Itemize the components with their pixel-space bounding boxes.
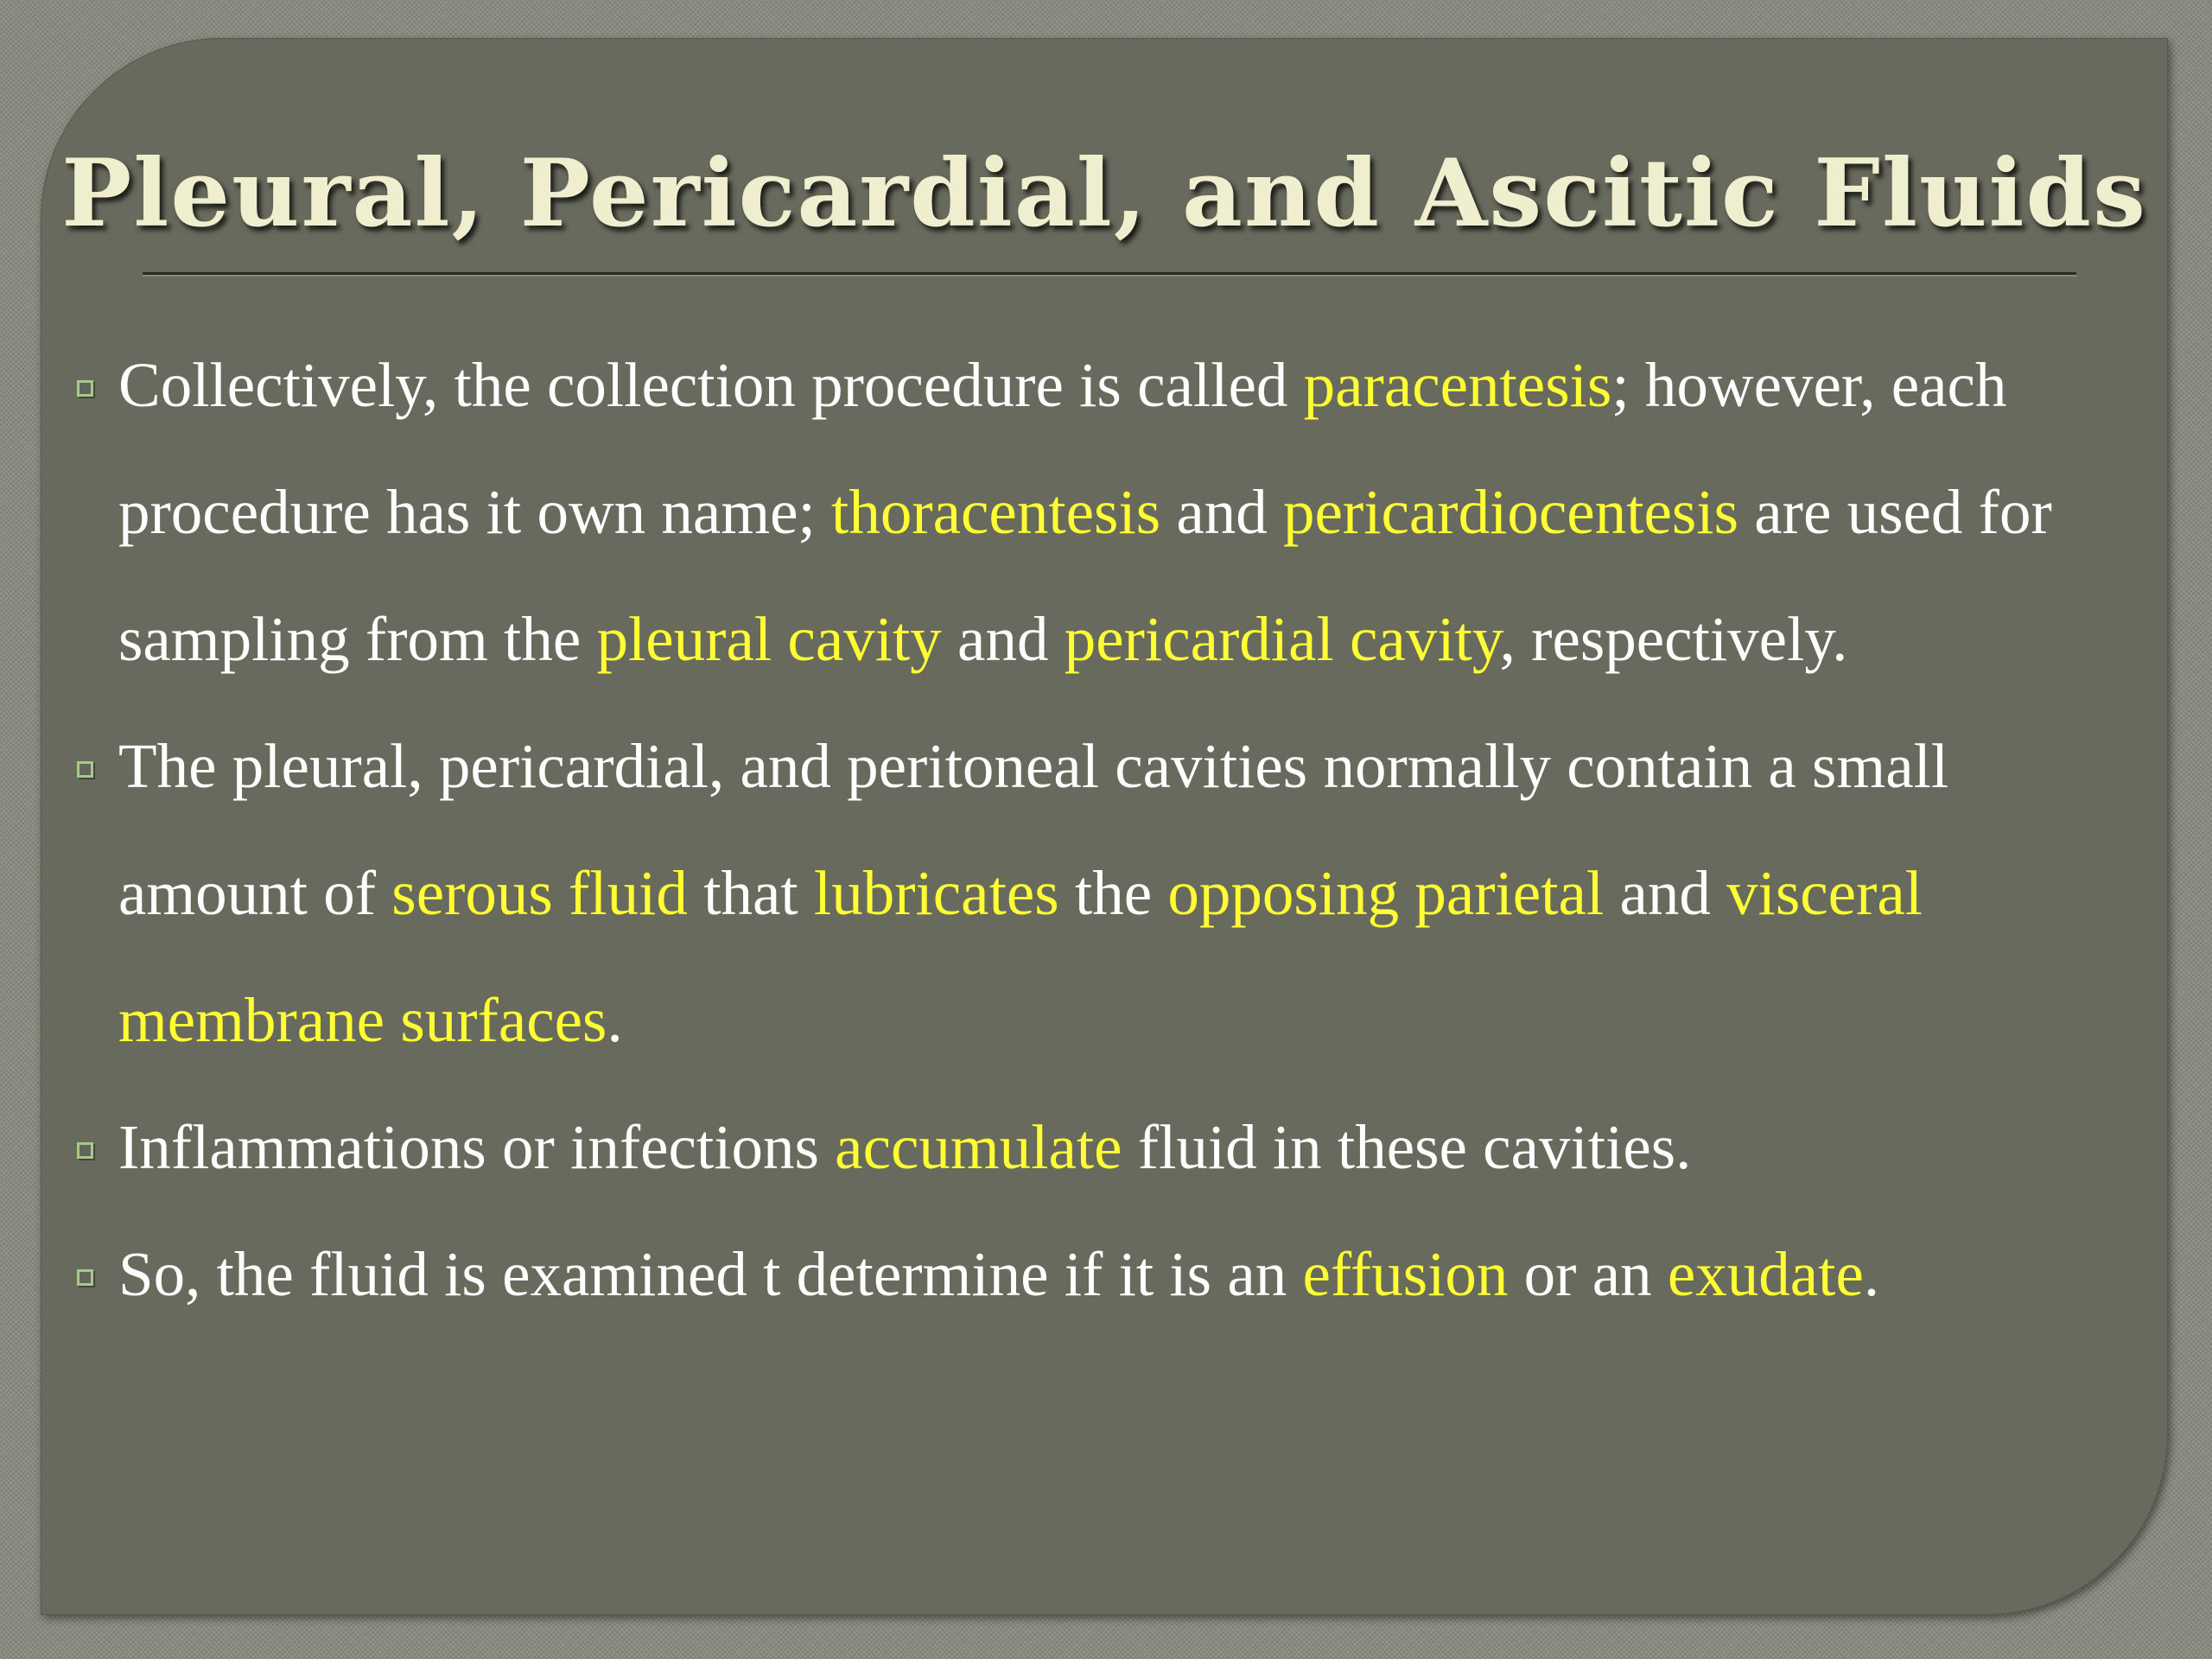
highlighted-term: thoracentesis xyxy=(831,477,1161,547)
bullet-text: Inflammations or infections accumulate fluid in these cavities. xyxy=(118,1112,1692,1182)
bullet-text: The pleural, pericardial, and peritoneal cavities normally contain a small amount of serous fluid that lubricates the opposing parietal and visceral membrane surfaces. xyxy=(118,731,1949,1055)
bullet-list xyxy=(77,321,2151,1338)
highlighted-term: paracentesis xyxy=(1303,350,1612,420)
highlighted-term: visceral membrane surfaces xyxy=(118,858,1923,1055)
highlighted-term: serous fluid xyxy=(391,858,688,928)
highlighted-term: pleural cavity xyxy=(596,604,942,674)
slide-title: Pleural, Pericardial, and Ascitic Fluids xyxy=(61,139,2147,248)
highlighted-term: opposing parietal xyxy=(1167,858,1605,928)
square-bullet-icon xyxy=(77,761,93,778)
bullet-item xyxy=(77,702,2151,1084)
bullet-item xyxy=(77,321,2151,702)
bullet-item xyxy=(77,1084,2151,1211)
square-bullet-icon xyxy=(77,380,93,397)
highlighted-term: accumulate xyxy=(835,1112,1122,1182)
title-divider xyxy=(143,272,2076,275)
highlighted-term: exudate xyxy=(1667,1239,1864,1309)
square-bullet-icon xyxy=(77,1269,93,1286)
bullet-item xyxy=(77,1211,2151,1338)
highlighted-term: pericardial cavity xyxy=(1064,604,1500,674)
square-bullet-icon xyxy=(77,1142,93,1159)
bullet-text: Collectively, the collection procedure is called paracentesis; however, each procedure has it own name; thoracentesis and pericardiocentesis are used for sampling from the pleural cavity and pericardial cavity, respectively. xyxy=(118,350,2052,674)
bullet-text: So, the fluid is examined t determine if it is an effusion or an exudate. xyxy=(118,1239,1880,1309)
slide-panel xyxy=(41,38,2168,1615)
highlighted-term: effusion xyxy=(1302,1239,1509,1309)
highlighted-term: pericardiocentesis xyxy=(1283,477,1738,547)
highlighted-term: lubricates xyxy=(813,858,1059,928)
